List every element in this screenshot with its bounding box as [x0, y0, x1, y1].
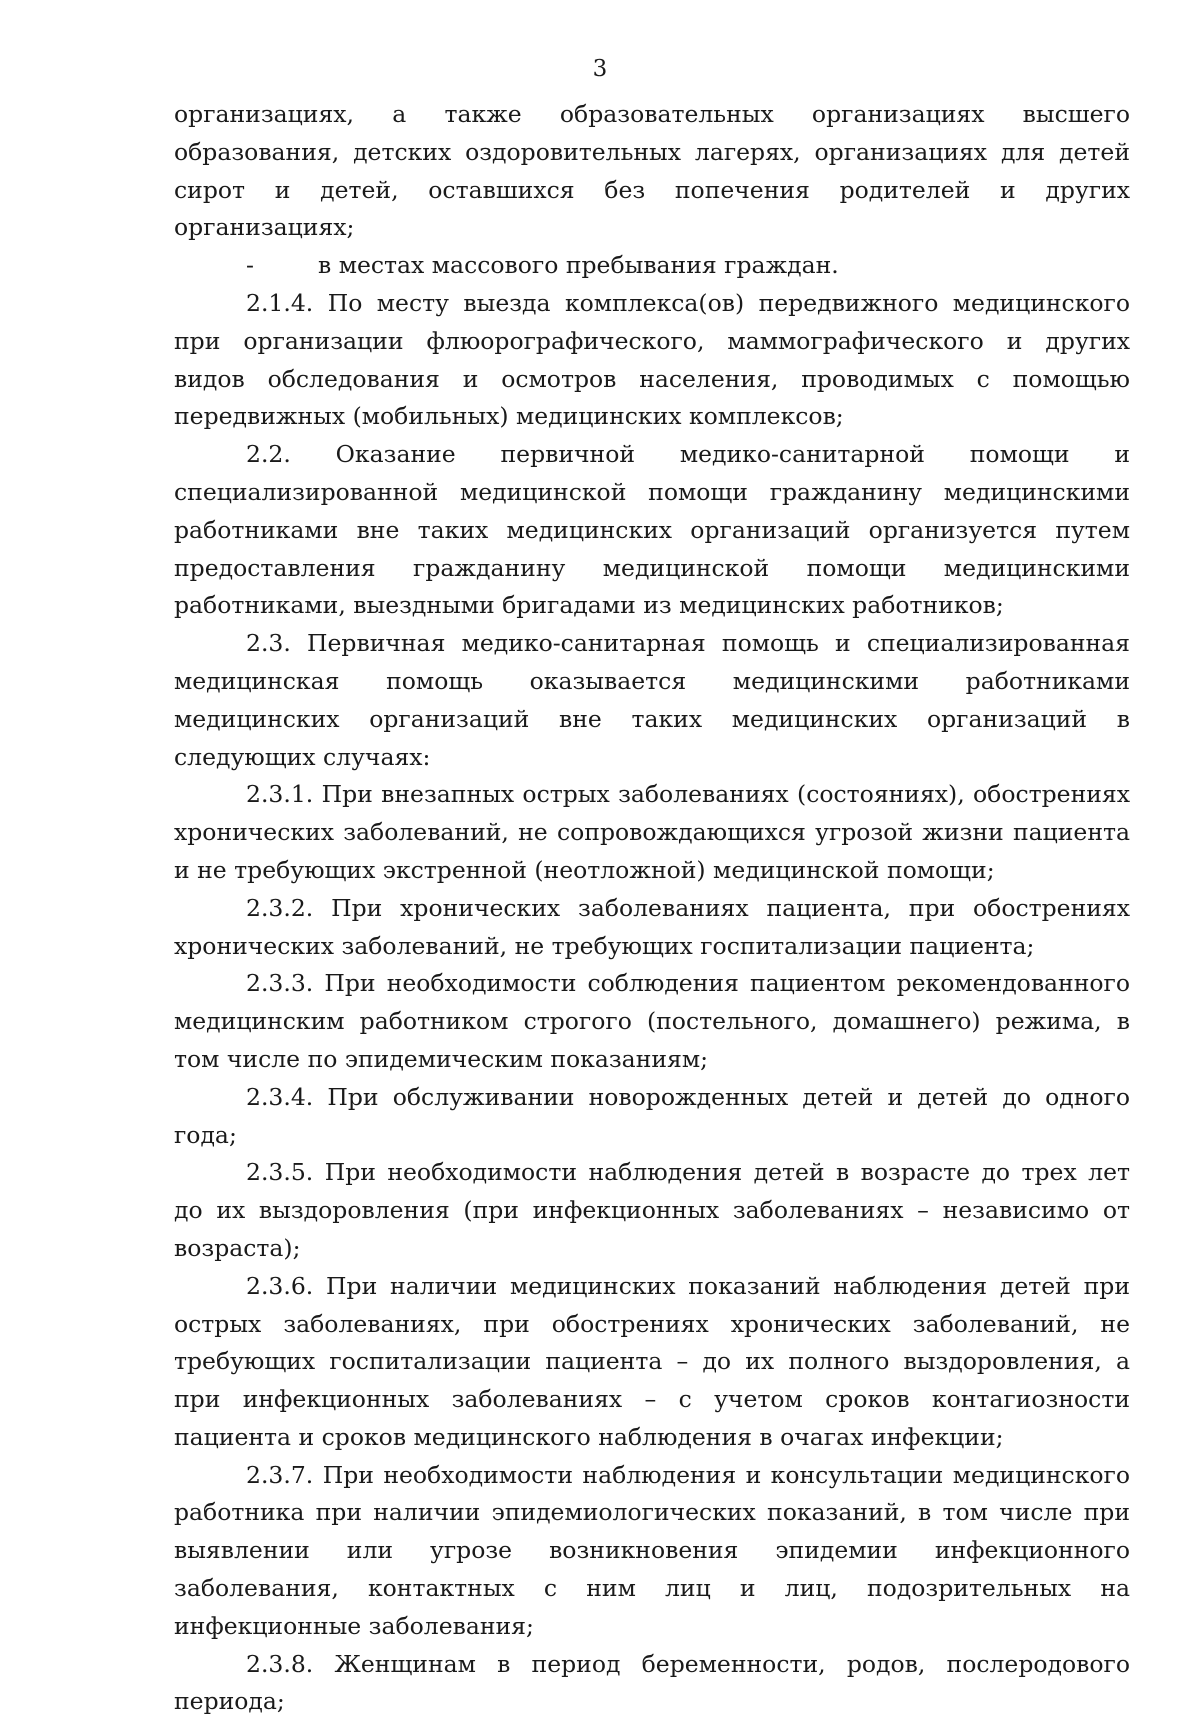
paragraph-continuation: организациях, а также образовательных организациях высшего образования, детских оздоровительных лагерях, организациях для детей сирот и детей, оставшихся без попечения родителей и других организациях; [174, 100, 1130, 242]
document-body [174, 96, 1130, 1721]
paragraph-2-3-3: 2.3.3. При необходимости соблюдения пациентом рекомендованного медицинским работником строгого (постельного, домашнего) режима, в том числе по эпидемическим показаниям; [174, 969, 1130, 1073]
paragraph-2-3-6: 2.3.6. При наличии медицинских показаний наблюдения детей при острых заболеваниях, при обострениях хронических заболеваний, не требующих госпитализации пациента – до их полного выздоровления, а при инфекционных заболеваниях – с учетом сроков контагиозности пациента и сроков медицинского наблюдения в очагах инфекции; [174, 1271, 1130, 1451]
paragraph-2-3-7: 2.3.7. При необходимости наблюдения и консультации медицинского работника при наличии эпидемиологических показаний, в том числе при выявлении или угрозе возникновения эпидемии инфекционного заболевания, контактных с ним лиц и лиц, подозрительных на инфекционные заболевания; [174, 1460, 1130, 1640]
paragraph-2-3-5: 2.3.5. При необходимости наблюдения детей в возрасте до трех лет до их выздоровления (при инфекционных заболеваниях – независимо от возраста); [174, 1158, 1130, 1262]
paragraph-2-3: 2.3. Первичная медико-санитарная помощь и специализированная медицинская помощь оказывается медицинскими работниками медицинских организаций вне таких медицинских организаций в следующих случаях: [174, 629, 1130, 771]
paragraph-2-3-8: 2.3.8. Женщинам в период беременности, родов, послеродового периода; [174, 1649, 1130, 1716]
page-number: 3 [592, 56, 608, 82]
paragraph-2-3-2: 2.3.2. При хронических заболеваниях пациента, при обострениях хронических заболеваний, не требующих госпитализации пациента; [174, 893, 1130, 960]
paragraph-2-1-4: 2.1.4. По месту выезда комплекса(ов) передвижного медицинского при организации флюорографического, маммографического и других видов обследования и осмотров населения, проводимых с помощью передвижных (мобильных) медицинских комплексов; [174, 288, 1130, 431]
paragraph-2-3-1: 2.3.1. При внезапных острых заболеваниях (состояниях), обострениях хронических заболеваний, не сопровождающихся угрозой жизни пациента и не требующих экстренной (неотложной) медицинской помощи; [174, 780, 1130, 884]
paragraph-dash-item [174, 247, 1130, 285]
paragraph-2-2: 2.2. Оказание первичной медико-санитарной помощи и специализированной медицинской помощи гражданину медицинскими работниками вне таких медицинских организаций организуется путем предоставления гражданину медицинской помощи медицинскими работниками, выездными бригадами из медицинских работников; [174, 440, 1130, 620]
dash-marker: - [246, 251, 254, 280]
dash-item-text: в местах массового пребывания граждан. [318, 251, 839, 280]
paragraph-2-3-4: 2.3.4. При обслуживании новорожденных детей и детей до одного года; [174, 1082, 1130, 1149]
